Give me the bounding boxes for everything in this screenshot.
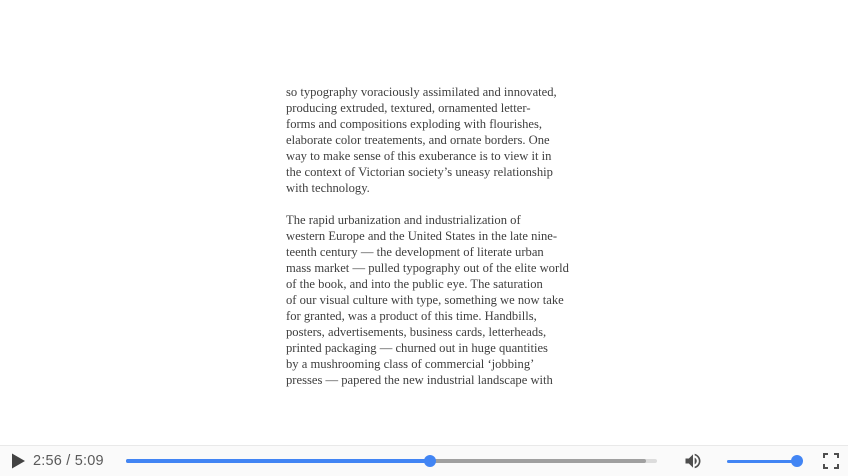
text-line: The rapid urbanization and industrialization of [286, 213, 521, 227]
mute-button[interactable] [683, 451, 705, 471]
text-line: posters, advertisements, business cards, letterheads, [286, 325, 547, 339]
text-line: forms and compositions exploding with flourishes, [286, 117, 543, 131]
video-controls-bar [0, 445, 848, 476]
text-line: producing extruded, textured, ornamented letter- [286, 101, 531, 115]
seek-played[interactable] [126, 459, 430, 463]
fullscreen-button[interactable] [822, 452, 840, 470]
text-line: mass market — pulled typography out of the elite world [286, 261, 569, 275]
text-line: teenth century — the development of literate urban [286, 245, 544, 259]
seek-bar[interactable] [126, 446, 657, 476]
volume-fill[interactable] [727, 460, 797, 463]
text-line: the context of Victorian society’s uneasy relationship [286, 165, 553, 179]
text-line: of our visual culture with type, something we now take [286, 293, 564, 307]
text-line: elaborate color treatements, and ornate borders. One [286, 133, 550, 147]
play-icon [8, 451, 28, 471]
play-button[interactable] [8, 451, 28, 471]
text-line: way to make sense of this exuberance is to view it in [286, 149, 552, 163]
volume-slider[interactable] [727, 446, 797, 476]
fullscreen-icon [822, 452, 840, 470]
seek-thumb[interactable] [424, 455, 436, 467]
text-line: so typography voraciously assimilated and innovated, [286, 85, 557, 99]
time-display: 2:56 / 5:09 [33, 453, 104, 469]
volume-icon [683, 451, 705, 471]
text-line: for granted, was a product of this time. Handbills, [286, 309, 537, 323]
text-line: of the book, and into the public eye. The saturation [286, 277, 543, 291]
text-line: printed packaging — churned out in huge quantities [286, 341, 548, 355]
video-frame-text [286, 84, 569, 388]
text-line: by a mushrooming class of commercial ‘jobbing’ [286, 357, 535, 371]
paragraph [286, 212, 569, 388]
volume-thumb[interactable] [791, 455, 803, 467]
text-line: presses — papered the new industrial landscape with [286, 373, 553, 387]
text-line: with technology. [286, 181, 370, 195]
paragraph [286, 84, 569, 196]
text-line: western Europe and the United States in the late nine- [286, 229, 558, 243]
